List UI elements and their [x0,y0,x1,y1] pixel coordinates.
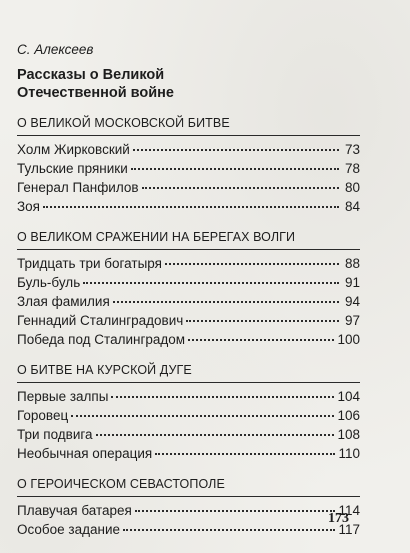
section-heading: О БИТВЕ НА КУРСКОЙ ДУГЕ [17,362,360,383]
dot-leader [142,187,339,189]
toc-entry[interactable] [17,140,360,159]
section-heading: О ГЕРОИЧЕСКОМ СЕВАСТОПОЛЕ [17,476,360,497]
author-name: С. Алексеев [17,42,94,57]
dot-leader [155,453,335,455]
dot-leader [188,339,334,341]
toc-entry[interactable] [17,520,360,539]
toc-section [17,229,360,349]
entry-title: Плавучая батарея [17,503,132,518]
entry-title: Буль-буль [17,275,81,290]
entry-page-number: 80 [344,180,360,195]
entry-page-number: 97 [344,313,360,328]
dot-leader [186,320,339,322]
toc-entry[interactable] [17,178,360,197]
dot-leader [83,282,339,284]
entry-title: Особое задание [17,522,120,537]
dot-leader [133,149,339,151]
toc-entry[interactable] [17,425,360,444]
toc-section [17,362,360,463]
toc-section [17,115,360,216]
entry-page-number: 110 [338,446,360,461]
entry-title: Тульские пряники [17,161,128,176]
dot-leader [96,434,335,436]
entry-title: Геннадий Сталинградович [17,313,184,328]
toc-entry[interactable] [17,406,360,425]
dot-leader [123,529,335,531]
entry-page-number: 73 [344,142,360,157]
entry-title: Холм Жирковский [17,142,130,157]
toc-entry[interactable] [17,292,360,311]
section-heading: О ВЕЛИКОЙ МОСКОВСКОЙ БИТВЕ [17,115,360,136]
entry-title: Необычная операция [17,446,153,461]
toc-entry[interactable] [17,273,360,292]
toc-sections [17,115,360,539]
entry-title: Генерал Панфилов [17,180,139,195]
entry-title: Три подвига [17,427,93,442]
entry-page-number: 114 [338,503,360,518]
toc-entry[interactable] [17,159,360,178]
dot-leader [111,396,334,398]
entry-page-number: 88 [344,256,360,271]
dot-leader [71,415,334,417]
page-number: 173 [328,511,349,526]
entry-title: Первые залпы [17,389,109,404]
table-of-contents [17,42,360,552]
toc-entry[interactable] [17,330,360,349]
toc-entry[interactable] [17,197,360,216]
toc-entry[interactable] [17,387,360,406]
toc-entry[interactable] [17,254,360,273]
entry-title: Горовец [17,408,69,423]
entry-page-number: 104 [337,389,360,404]
entry-page-number: 94 [344,294,360,309]
entry-page-number: 108 [337,427,360,442]
dot-leader [165,263,339,265]
entry-title: Злая фамилия [17,294,110,309]
entry-page-number: 78 [344,161,360,176]
book-title-line: Отечественной войне [17,85,174,101]
entry-page-number: 117 [338,522,360,537]
entry-title: Победа под Сталинградом [17,332,186,347]
entry-page-number: 100 [337,332,360,347]
book-title [17,66,360,102]
entry-title: Зоя [17,199,40,214]
toc-entry[interactable] [17,501,360,520]
entry-page-number: 91 [344,275,360,290]
entry-title: Тридцать три богатыря [17,256,162,271]
section-heading: О ВЕЛИКОМ СРАЖЕНИИ НА БЕРЕГАХ ВОЛГИ [17,229,360,250]
toc-entry[interactable] [17,311,360,330]
entry-page-number: 106 [337,408,360,423]
book-title-line: Рассказы о Великой [17,67,165,83]
dot-leader [43,206,339,208]
entry-page-number: 84 [344,199,360,214]
toc-section [17,476,360,539]
toc-entry[interactable] [17,444,360,463]
dot-leader [135,510,336,512]
dot-leader [113,301,339,303]
dot-leader [131,168,339,170]
